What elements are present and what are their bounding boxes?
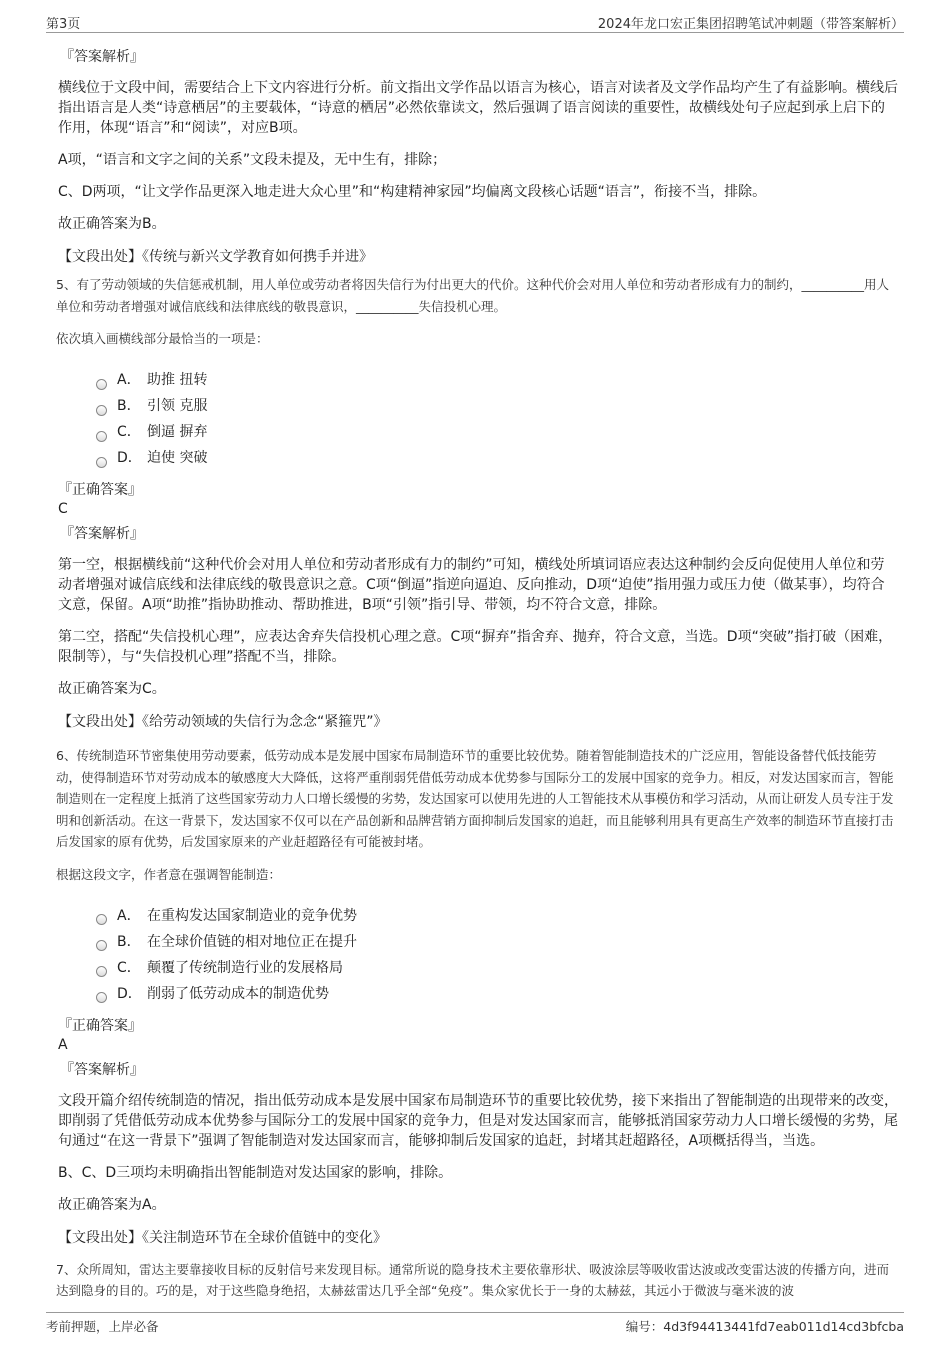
radio-icon[interactable] xyxy=(96,379,107,390)
q5-source: 【文段出处】《给劳动领域的失信行为念念“紧箍咒”》 xyxy=(58,714,388,730)
q6-analysis-para-1: 文段开篇介绍传统制造的情况，指出低劳动成本是发展中国家布局制造环节的重要比较优势，接下来指出了智能制造的出现带来的改变，即削弱了凭借低劳动成本优势参与国际分工的发展中国家的竞争力，但是对发达国家而言，能够抵消国家劳动力人口增长缓慢的劣势，尾句通过“在这一背景下”强调了智能制造对发达国家而言，能够抑制后发国家的追赶，封堵其赶超路径，A项概括得当，当选。 xyxy=(58,1092,898,1149)
q5-analysis-label: 『答案解析』 xyxy=(60,526,144,542)
q6-question-text: 6、传统制造环节密集使用劳动要素，低劳动成本是发展中国家布局制造环节的重要比较优势。随着智能制造技术的广泛应用，智能设备替代低技能劳动，使得制造环节对劳动成本的敏感度大大降低，这将严重削弱凭借低劳动成本优势参与国际分工的发展中国家的竞争力。相反，对发达国家而言，智能制造则在一定程度上抵消了这些国家劳动力人口增长缓慢的劣势，发达国家可以使用先进的人工智能技术从事模仿和学习活动，从而让研发人员专注于发明和创新活动。在这一背景下，发达国家不仅可以在产品创新和品牌营销方面抑制后发国家的追赶，而且能够利用具有更高生产效率的制造环节直接打击后发国家的原有优势，后发国家原来的产业赶超路径有可能被封堵。 xyxy=(56,748,894,849)
q5-options xyxy=(96,367,898,471)
q4-analysis-para-3: C、D两项，“让文学作品更深入地走进大众心里”和“构建精神家园”均偏离文段核心话题“语言”，衔接不当，排除。 xyxy=(58,184,767,200)
q6-analysis-para-3: 故正确答案为A。 xyxy=(58,1196,166,1213)
page-header xyxy=(46,10,904,33)
option-letter: A． xyxy=(117,372,141,388)
q6-option-c[interactable] xyxy=(96,955,898,981)
option-text: 引领 克服 xyxy=(147,398,208,414)
option-letter: C． xyxy=(117,959,141,976)
option-text: 削弱了低劳动成本的制造优势 xyxy=(147,985,329,1002)
page-content xyxy=(56,40,898,1314)
q4-analysis-label: 『答案解析』 xyxy=(60,49,144,65)
q5-option-a[interactable] xyxy=(96,367,898,393)
radio-icon[interactable] xyxy=(96,914,107,925)
footer-slogan: 考前押题，上岸必备 xyxy=(46,1319,159,1334)
page-number: 第3页 xyxy=(46,17,81,32)
radio-icon[interactable] xyxy=(96,457,107,468)
q4-analysis-para-1: 横线位于文段中间，需要结合上下文内容进行分析。前文指出文学作品以语言为核心，语言对读者及文学作品均产生了有益影响。横线后指出语言是人类“诗意栖居”的主要载体，“诗意的栖居”必然依靠读文，然后强调了语言阅读的重要性，故横线处句子应起到承上启下的作用，体现“语言”和“阅读”，对应B项。 xyxy=(58,80,898,136)
radio-icon[interactable] xyxy=(96,966,107,977)
q4-analysis-para-2: A项，“语言和文字之间的关系”文段未提及，无中生有，排除； xyxy=(58,152,447,168)
q5-answer: C xyxy=(58,501,68,517)
document-title: 2024年龙口宏正集团招聘笔试冲刺题（带答案解析） xyxy=(597,17,904,32)
q6-answer-label: 『正确答案』 xyxy=(58,1017,142,1034)
q5-option-b[interactable] xyxy=(96,393,898,419)
option-letter: C． xyxy=(117,424,141,440)
radio-icon[interactable] xyxy=(96,992,107,1003)
radio-icon[interactable] xyxy=(96,431,107,442)
q6-prompt: 根据这段文字，作者意在强调智能制造： xyxy=(56,866,282,882)
q5-answer-label: 『正确答案』 xyxy=(58,482,142,498)
radio-icon[interactable] xyxy=(96,405,107,416)
q7-question-text: 7、众所周知，雷达主要靠接收目标的反射信号来发现目标。通常所说的隐身技术主要依靠形状、吸波涂层等吸收雷达波或改变雷达波的传播方向，进而达到隐身的目的。巧的是，对于这些隐身绝招，太赫兹雷达几乎全部“免疫”。集众家优长于一身的太赫兹，其远小于微波与毫米波的波 xyxy=(56,1261,889,1298)
q5-analysis-para-3: 故正确答案为C。 xyxy=(58,681,166,697)
q6-option-b[interactable] xyxy=(96,929,898,955)
option-text: 颠覆了传统制造行业的发展格局 xyxy=(147,959,343,976)
radio-icon[interactable] xyxy=(96,940,107,951)
q6-analysis-label: 『答案解析』 xyxy=(60,1061,144,1078)
option-text: 在全球价值链的相对地位正在提升 xyxy=(147,933,357,950)
q5-prompt: 依次填入画横线部分最恰当的一项是： xyxy=(56,331,269,346)
q6-options xyxy=(96,903,898,1007)
q6-source: 【文段出处】《关注制造环节在全球价值链中的变化》 xyxy=(58,1229,387,1246)
option-letter: B． xyxy=(117,398,141,414)
q6-option-d[interactable] xyxy=(96,981,898,1007)
q5-analysis-para-1: 第一空，根据横线前“这种代价会对用人单位和劳动者形成有力的制约”可知，横线处所填词语应表达这种制约会反向促使用人单位和劳动者增强对诚信底线和法律底线的敬畏意识之意。C项“倒逼”指逆向逼迫、反向推动，D项“迫使”指用强力或压力使（做某事），均符合文意，保留。A项“助推”指协助推动、帮助推进，B项“引领”指引导、带领，均不符合文意，排除。 xyxy=(58,557,885,613)
option-letter: D． xyxy=(117,985,142,1002)
option-text: 倒逼 摒弃 xyxy=(147,424,208,440)
q5-option-c[interactable] xyxy=(96,419,898,445)
option-letter: B． xyxy=(117,933,141,950)
option-letter: D． xyxy=(117,450,142,466)
option-text: 在重构发达国家制造业的竞争优势 xyxy=(147,907,357,924)
option-text: 助推 扭转 xyxy=(147,372,208,388)
q4-source: 【文段出处】《传统与新兴文学教育如何携手并进》 xyxy=(58,249,373,265)
option-letter: A． xyxy=(117,907,141,924)
q6-option-a[interactable] xyxy=(96,903,898,929)
q6-answer: A xyxy=(58,1036,68,1053)
document-id: 编号：4d3f94413441fd7eab011d14cd3bfcba xyxy=(625,1319,904,1334)
q4-analysis-para-4: 故正确答案为B。 xyxy=(58,216,166,232)
q5-question-text: 5、有了劳动领域的失信惩戒机制，用人单位或劳动者将因失信行为付出更大的代价。这种代价会对用人单位和劳动者形成有力的制约，__________用人单位和劳动者增强对诚信底线和法律底线的敬畏意识，__________失信投机心理。 xyxy=(56,277,889,314)
q6-analysis-para-2: B、C、D三项均未明确指出智能制造对发达国家的影响，排除。 xyxy=(58,1164,453,1181)
page-footer xyxy=(46,1312,904,1337)
option-text: 迫使 突破 xyxy=(147,450,208,466)
q5-analysis-para-2: 第二空，搭配“失信投机心理”，应表达舍弃失信投机心理之意。C项“摒弃”指舍弃、抛弃，符合文意，当选。D项“突破”指打破（困难，限制等），与“失信投机心理”搭配不当，排除。 xyxy=(58,629,893,665)
q5-option-d[interactable] xyxy=(96,445,898,471)
